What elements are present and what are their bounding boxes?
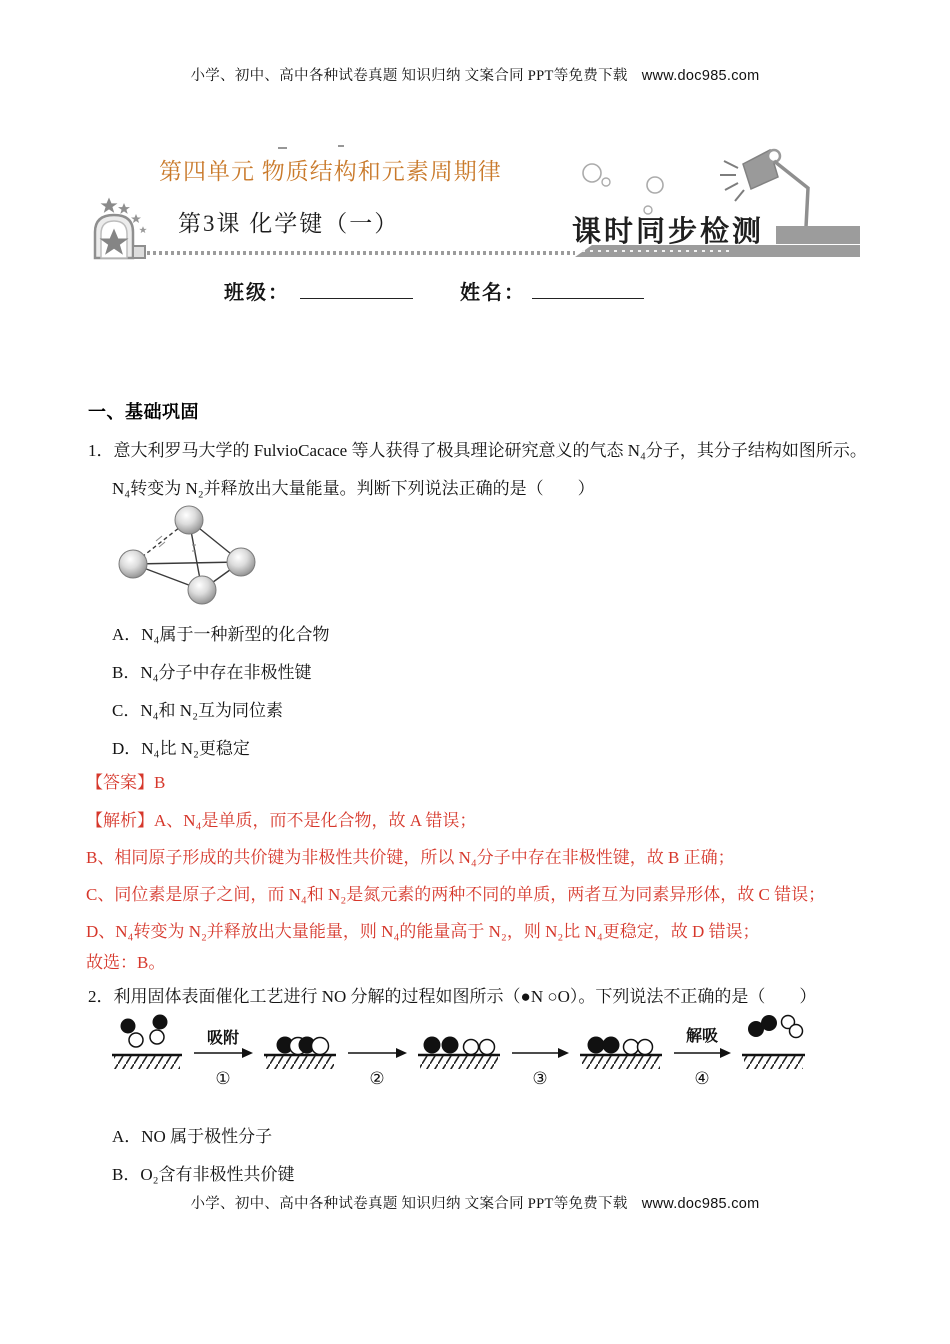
header-note-text: 小学、初中、高中各种试卷真题 知识归纳 文案合同 PPT等免费下载 <box>190 68 628 84</box>
surface <box>264 1055 336 1069</box>
header-note <box>0 64 950 85</box>
lesson-title: 第3课 化学键（一） <box>178 211 400 236</box>
star-icon <box>101 198 118 213</box>
q2-option-b: B．O₂含有非极性共价键 <box>112 1165 295 1184</box>
surface <box>580 1055 662 1069</box>
section-title: 一、基础巩固 <box>88 402 199 422</box>
q1-option-c: C．N₄和 N₂互为同位素 <box>112 701 283 720</box>
star-icon <box>118 203 130 214</box>
unit-title: 第四单元 物质结构和元素周期律 <box>159 159 502 184</box>
q1-option-d: D．N₄比 N₂更稳定 <box>112 739 250 758</box>
step1-number: ① <box>215 1069 231 1088</box>
footer-note-text: 小学、初中、高中各种试卷真题 知识归纳 文案合同 PPT等免费下载 <box>190 1196 628 1212</box>
bond-length-marks <box>156 536 196 551</box>
catalyst-surfaces <box>112 1055 805 1069</box>
surface <box>112 1055 182 1069</box>
footer-note-url: www.doc985.com <box>641 1196 760 1212</box>
stamp-title: 课时同步检测 <box>572 216 765 248</box>
q1-stem-line1: 1．意大利罗马大学的 FulvioCacace 等人获得了极具理论研究意义的气态 N₄分子，其分子结构如图所示。 <box>88 441 867 460</box>
q2-stem: 2．利用固体表面催化工艺进行 NO 分解的过程如图所示（●N ○O）。下列说法不正确的是（ ） <box>88 987 817 1006</box>
arrow <box>348 1048 407 1058</box>
star-icon <box>131 214 141 223</box>
castle-step <box>133 246 145 258</box>
n4-sphere <box>175 506 203 534</box>
q1-analysis-line: B、相同原子形成的共价键为非极性共价键，所以 N₄分子中存在非极性键，故 B 正确； <box>86 848 735 867</box>
n4-sphere <box>227 548 255 576</box>
n4-sphere <box>188 576 216 604</box>
adsorb-label: 吸附 <box>206 1030 240 1047</box>
q1-answer: 【答案】B <box>86 773 166 792</box>
castle-stars-icon <box>92 196 152 260</box>
header-note-url: www.doc985.com <box>641 68 760 84</box>
scan-artifact-dash <box>338 145 344 147</box>
q1-analysis-line: D、N₄转变为 N₂并释放出大量能量，则 N₄的能量高于 N₂，则 N₂比 N₄更稳定，故 D 错误； <box>86 922 760 941</box>
bubble-icon <box>602 178 610 186</box>
bubble-icon <box>583 164 601 182</box>
q1-analysis-line: C、同位素是原子之间，而 N₄和 N₂是氮元素的两种不同的单质，两者互为同素异形体，故 C 错误； <box>86 885 826 904</box>
desorb-label: 解吸 <box>685 1028 719 1045</box>
name-blank <box>532 276 644 299</box>
step3-number: ③ <box>532 1069 548 1088</box>
name-label: 姓名： <box>460 282 526 304</box>
banner-desk-bar <box>776 226 860 244</box>
stage1-no-molecules <box>121 1015 168 1048</box>
n4-sphere <box>119 550 147 578</box>
bubble-icon <box>647 177 663 193</box>
star-icon <box>139 226 147 233</box>
surface <box>742 1055 805 1069</box>
stage5-products <box>748 1015 803 1038</box>
surface <box>418 1055 500 1069</box>
arrow <box>194 1048 253 1058</box>
n4-atoms <box>119 506 255 604</box>
arrow <box>512 1048 569 1058</box>
scan-artifact-dash <box>278 147 287 149</box>
no-decomposition-figure <box>110 1012 805 1097</box>
footer-note <box>0 1192 950 1213</box>
n4-molecule-figure <box>112 503 317 608</box>
q1-analysis-conclusion: 故选：B。 <box>86 953 166 972</box>
q1-option-b: B．N₄分子中存在非极性键 <box>112 663 312 682</box>
step4-number: ④ <box>694 1069 710 1088</box>
stage2-adsorbed <box>277 1037 329 1055</box>
step2-number: ② <box>369 1069 385 1088</box>
stage3-atoms <box>424 1037 495 1055</box>
q1-stem-line2: N₄转变为 N₂并释放出大量能量。判断下列说法正确的是（ ） <box>112 479 595 498</box>
stage4-recombining <box>588 1037 653 1055</box>
class-blank <box>300 276 413 299</box>
q1-analysis-line: 【解析】A、N₄是单质，而不是化合物，故 A 错误； <box>86 811 477 830</box>
dotted-rule <box>147 251 575 255</box>
arrow <box>674 1048 731 1058</box>
q1-option-a: A．N₄属于一种新型的化合物 <box>112 625 330 644</box>
class-label: 班级： <box>224 282 290 304</box>
q2-option-a: A．NO 属于极性分子 <box>112 1127 273 1146</box>
